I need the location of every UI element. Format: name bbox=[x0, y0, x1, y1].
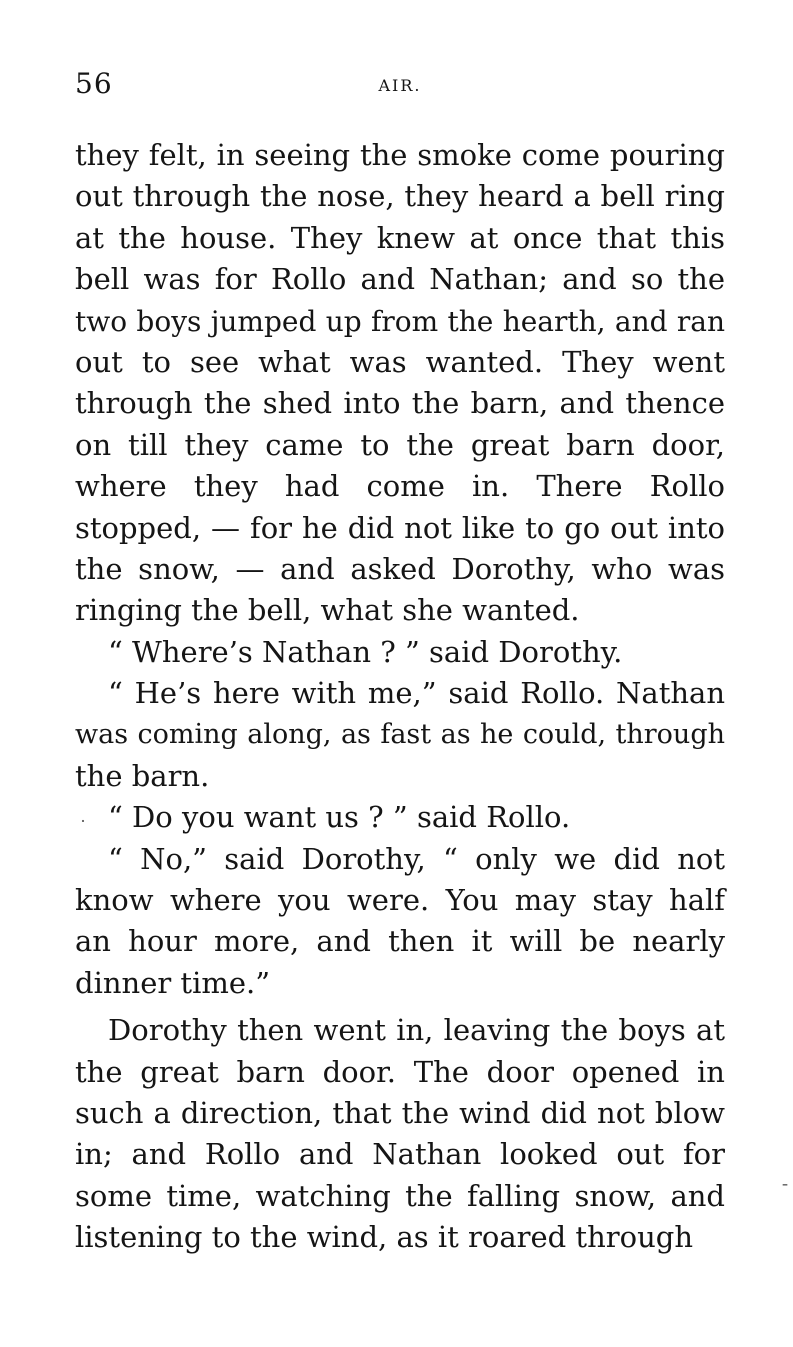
text-line: “ No,” said Dorothy, “ only we did not bbox=[108, 841, 725, 876]
paragraph bbox=[75, 135, 725, 632]
stray-dash-mark: - bbox=[782, 1173, 788, 1193]
paragraph bbox=[75, 797, 725, 838]
text-line: know where you were. You may stay half bbox=[75, 883, 725, 918]
text-line: listening to the wind, as it roared through bbox=[75, 1220, 694, 1255]
paragraph bbox=[75, 1010, 725, 1258]
text-line: where they had come in. There Rollo bbox=[75, 469, 725, 504]
text-line: they felt, in seeing the smoke come pouring bbox=[75, 138, 725, 172]
text-line: dinner time.” bbox=[75, 965, 271, 1000]
text-line: at the house. They knew at once that this bbox=[75, 220, 725, 255]
text-line: stopped, — for he did not like to go out into bbox=[75, 510, 725, 545]
text-line: in; and Rollo and Nathan looked out for bbox=[75, 1137, 725, 1172]
text-line: “ Do you want us ? ” said Rollo. bbox=[108, 800, 571, 835]
text-line: an hour more, and then it will be nearly bbox=[75, 924, 725, 959]
text-line: the barn. bbox=[75, 758, 210, 793]
text-line: two boys jumped up from the hearth, and ran bbox=[75, 304, 725, 338]
text-line: bell was for Rollo and Nathan; and so the bbox=[75, 262, 725, 297]
text-line: on till they came to the great barn door, bbox=[75, 427, 725, 462]
text-line: such a direction, that the wind did not blow bbox=[75, 1095, 725, 1130]
running-head: AIR. bbox=[378, 76, 422, 95]
stray-dot-mark: · bbox=[80, 811, 86, 831]
text-line: the snow, — and asked Dorothy, who was bbox=[75, 551, 725, 586]
text-line: “ He’s here with me,” said Rollo. Nathan bbox=[108, 676, 725, 711]
text-line: was coming along, as fast as he could, through bbox=[75, 719, 725, 751]
text-line: the great barn door. The door opened in bbox=[75, 1054, 725, 1089]
paragraph bbox=[75, 673, 725, 797]
paragraph bbox=[75, 632, 725, 673]
text-line: ringing the bell, what she wanted. bbox=[75, 593, 580, 628]
text-line: some time, watching the falling snow, and bbox=[75, 1178, 725, 1213]
page-number: 56 bbox=[75, 67, 113, 100]
text-line: Dorothy then went in, leaving the boys at bbox=[108, 1013, 725, 1048]
paragraph bbox=[75, 839, 725, 1005]
text-line: “ Where’s Nathan ? ” said Dorothy. bbox=[108, 634, 623, 669]
body-text bbox=[75, 135, 725, 1259]
text-line: through the shed into the barn, and thence bbox=[75, 386, 725, 421]
text-line: out to see what was wanted. They went bbox=[75, 344, 725, 379]
page-header bbox=[75, 64, 725, 104]
text-line: out through the nose, they heard a bell ring bbox=[75, 179, 725, 214]
